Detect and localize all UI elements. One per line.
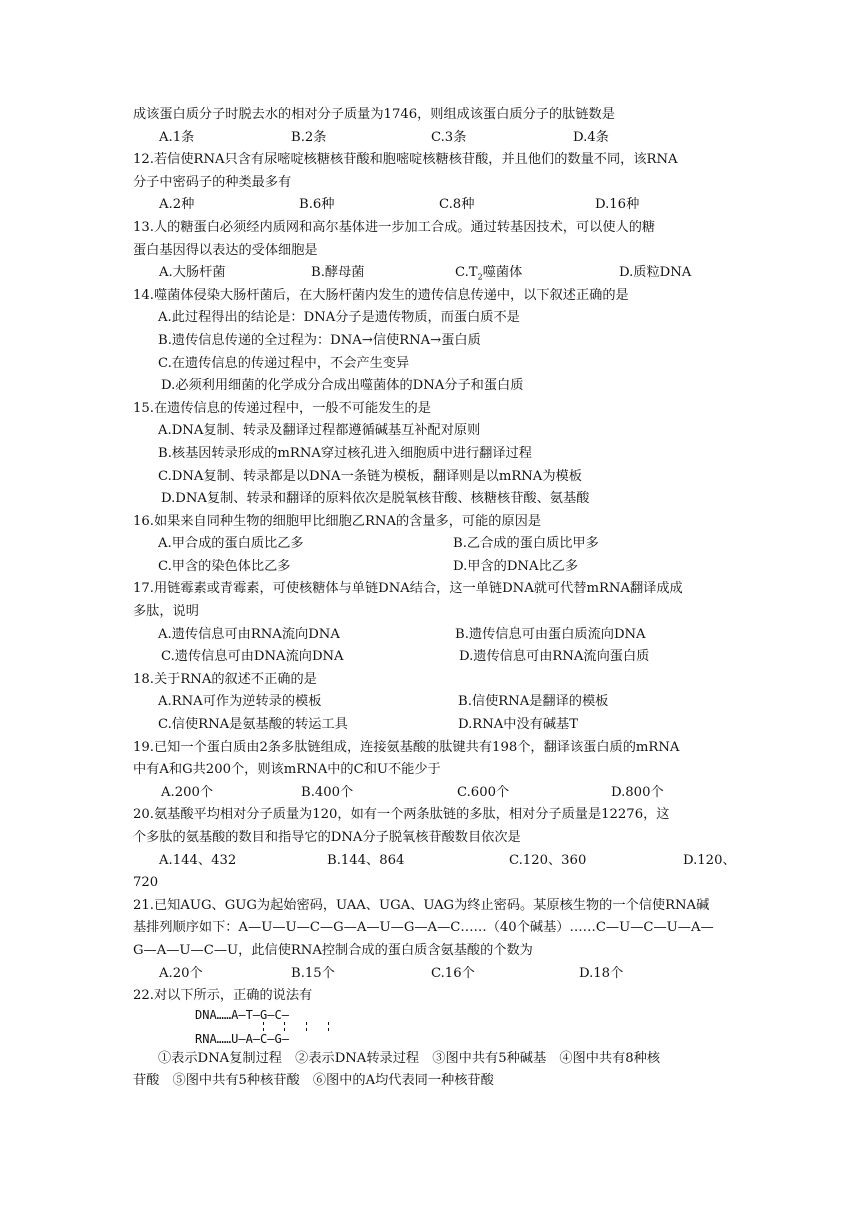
question-21-stem: 21.已知AUG、GUG为起始密码，UAA、UGA、UAG为终止密码。某原核生物的一个信使RNA碱 <box>133 897 710 913</box>
question-list <box>133 104 735 1093</box>
option-b: B.遗传信息传递的全过程为：DNA→信使RNA→蛋白质 <box>158 332 481 348</box>
option-a: A.RNA可作为逆转录的模板 <box>158 694 322 710</box>
question-19-stem: 19.已知一个蛋白质由2条多肽链组成，连接氨基酸的肽键共有198个，翻译该蛋白质的mRNA <box>133 739 680 755</box>
question-20-stem-cont: 个多肽的氨基酸的数目和指导它的DNA分子脱氧核苷酸数目依次是 <box>133 830 521 845</box>
option-b: B.酵母菌 <box>311 265 365 281</box>
question-17-stem: 17.用链霉素或青霉素，可使核糖体与单链DNA结合，这一单链DNA就可代替mRNA翻译成成 <box>133 581 683 597</box>
question-18-stem: 18.关于RNA的叙述不正确的是 <box>133 671 317 687</box>
option-a: A.大肠杆菌 <box>159 265 226 281</box>
question-22-statements-cont: 苷酸 ⑤图中共有5种核苷酸 ⑥图中的A均代表同一种核苷酸 <box>133 1073 494 1089</box>
rna-strand: RNA……U—A—C—G— <box>195 1031 289 1046</box>
option-a: A.144、432 <box>159 852 237 868</box>
option-a: A.20个 <box>159 965 203 981</box>
question-14-stem: 14.噬菌体侵染大肠杆菌后，在大肠杆菌内发生的遗传信息传递中，以下叙述正确的是 <box>133 287 629 303</box>
option-b: B.6种 <box>299 197 335 213</box>
option-d: D.16种 <box>595 197 640 213</box>
question-15-stem: 15.在遗传信息的传递过程中，一般不可能发生的是 <box>133 400 431 416</box>
option-b: B.信使RNA是翻译的模板 <box>458 694 609 710</box>
option-b: B.15个 <box>291 965 335 981</box>
option-c: C.DNA复制、转录都是以DNA一条链为模板，翻译则是以mRNA为模板 <box>158 468 582 484</box>
question-17-stem-cont: 多肽，说明 <box>133 604 199 620</box>
option-d: D.DNA复制、转录和翻译的原料依次是脱氧核苷酸、核糖核苷酸、氨基酸 <box>161 491 590 507</box>
question-21-stem-end: G—A—U—C—U，此信使RNA控制合成的蛋白质含氨基酸的个数为 <box>133 942 533 958</box>
option-b: B.144、864 <box>327 852 405 868</box>
question-19-options <box>133 782 735 805</box>
question-13-stem: 13.人的糖蛋白必须经内质网和高尔基体进一步加工合成。通过转基因技术，可以使人的糖 <box>133 219 656 235</box>
question-17-options-row2 <box>133 646 735 669</box>
question-20-stem: 20.氨基酸平均相对分子质量为120，如有一个两条肽链的多肽，相对分子质量是12276，这 <box>133 807 670 823</box>
question-21-options <box>133 963 735 986</box>
option-c: $C.T_2$噬菌体 <box>455 265 523 282</box>
option-c: C.120、360 <box>509 852 587 868</box>
option-a: A.甲合成的蛋白质比乙多 <box>158 536 304 552</box>
question-20-option-d-wrap: 720 <box>133 875 159 891</box>
question-16-options-row2 <box>133 556 735 579</box>
option-b: B.遗传信息可由蛋白质流向DNA <box>455 626 646 642</box>
option-c: C.在遗传信息的传递过程中，不会产生变异 <box>158 355 410 371</box>
base-pair-bond <box>306 1022 307 1031</box>
question-11-options <box>133 127 735 150</box>
option-d: D.甲含的DNA比乙多 <box>453 558 579 574</box>
option-d: D.18个 <box>579 965 624 981</box>
option-d: D.RNA中没有碱基T <box>458 717 579 733</box>
option-b: B.乙合成的蛋白质比甲多 <box>453 536 599 552</box>
option-d: D.4条 <box>573 129 609 145</box>
question-11-stem-end: 成该蛋白质分子时脱去水的相对分子质量为1746，则组成该蛋白质分子的肽链数是 <box>133 107 615 122</box>
option-d: D.必须利用细菌的化学成分合成出噬菌体的DNA分子和蛋白质 <box>161 378 524 394</box>
option-c: C.甲含的染色体比乙多 <box>158 558 291 574</box>
question-16-stem: 16.如果来自同种生物的细胞甲比细胞乙RNA的含量多，可能的原因是 <box>133 513 542 529</box>
question-12-stem-cont: 分子中密码子的种类最多有 <box>133 174 292 190</box>
option-b: B.2条 <box>291 129 327 145</box>
option-a: A.DNA复制、转录及翻译过程都遵循碱基互补配对原则 <box>158 423 481 439</box>
option-a: A.2种 <box>159 197 195 213</box>
base-pair-bond <box>263 1022 264 1031</box>
option-c: C.3条 <box>431 129 467 145</box>
option-b: B.核基因转录形成的mRNA穿过核孔进入细胞质中进行翻译过程 <box>158 445 532 461</box>
question-20-options <box>133 850 735 873</box>
question-13-stem-cont: 蛋白基因得以表达的受体细胞是 <box>133 242 318 258</box>
dna-rna-pairing-diagram <box>195 1008 735 1048</box>
option-a: A.1条 <box>159 129 195 145</box>
option-c: C.600个 <box>457 784 510 800</box>
question-19-stem-cont: 中有A和G共200个，则该mRNA中的C和U不能少于 <box>133 762 441 778</box>
option-a: A.此过程得出的结论是：DNA分子是遗传物质，而蛋白质不是 <box>158 310 520 326</box>
option-c: C.遗传信息可由DNA流向DNA <box>161 649 344 665</box>
base-pair-bond <box>328 1022 329 1031</box>
option-d: D.120、 <box>683 852 736 868</box>
question-22-statements: ①表示DNA复制过程 ②表示DNA转录过程 ③图中共有5种碱基 ④图中共有8种核 <box>158 1050 661 1066</box>
option-c: C.8种 <box>439 197 475 213</box>
option-d: D.质粒DNA <box>619 265 692 281</box>
option-d: D.遗传信息可由RNA流向蛋白质 <box>459 649 650 665</box>
question-16-options-row1 <box>133 533 735 556</box>
base-pair-bond <box>284 1022 285 1031</box>
option-b: B.400个 <box>301 784 354 800</box>
option-d: D.800个 <box>611 784 664 800</box>
question-17-options-row1 <box>133 624 735 647</box>
question-18-options-row2 <box>133 714 735 737</box>
question-22-stem: 22.对以下所示，正确的说法有 <box>133 988 313 1004</box>
question-18-options-row1 <box>133 691 735 714</box>
option-a: A.200个 <box>161 784 214 800</box>
option-c: C.信使RNA是氨基酸的转运工具 <box>158 717 348 733</box>
dna-strand: DNA……A—T—G—C— <box>195 1007 289 1022</box>
question-12-options <box>133 194 735 217</box>
question-12-stem: 12.若信使RNA只含有尿嘧啶核糖核苷酸和胞嘧啶核糖核苷酸，并且他们的数量不同，该RNA <box>133 152 678 168</box>
question-13-options <box>133 262 735 285</box>
question-21-sequence: 基排列顺序如下：A—U—U—C—G—A—U—G—A—C……（40个碱基）……C—U—C—U—A— <box>133 920 714 936</box>
option-c: C.16个 <box>431 965 475 981</box>
option-a: A.遗传信息可由RNA流向DNA <box>158 626 340 642</box>
